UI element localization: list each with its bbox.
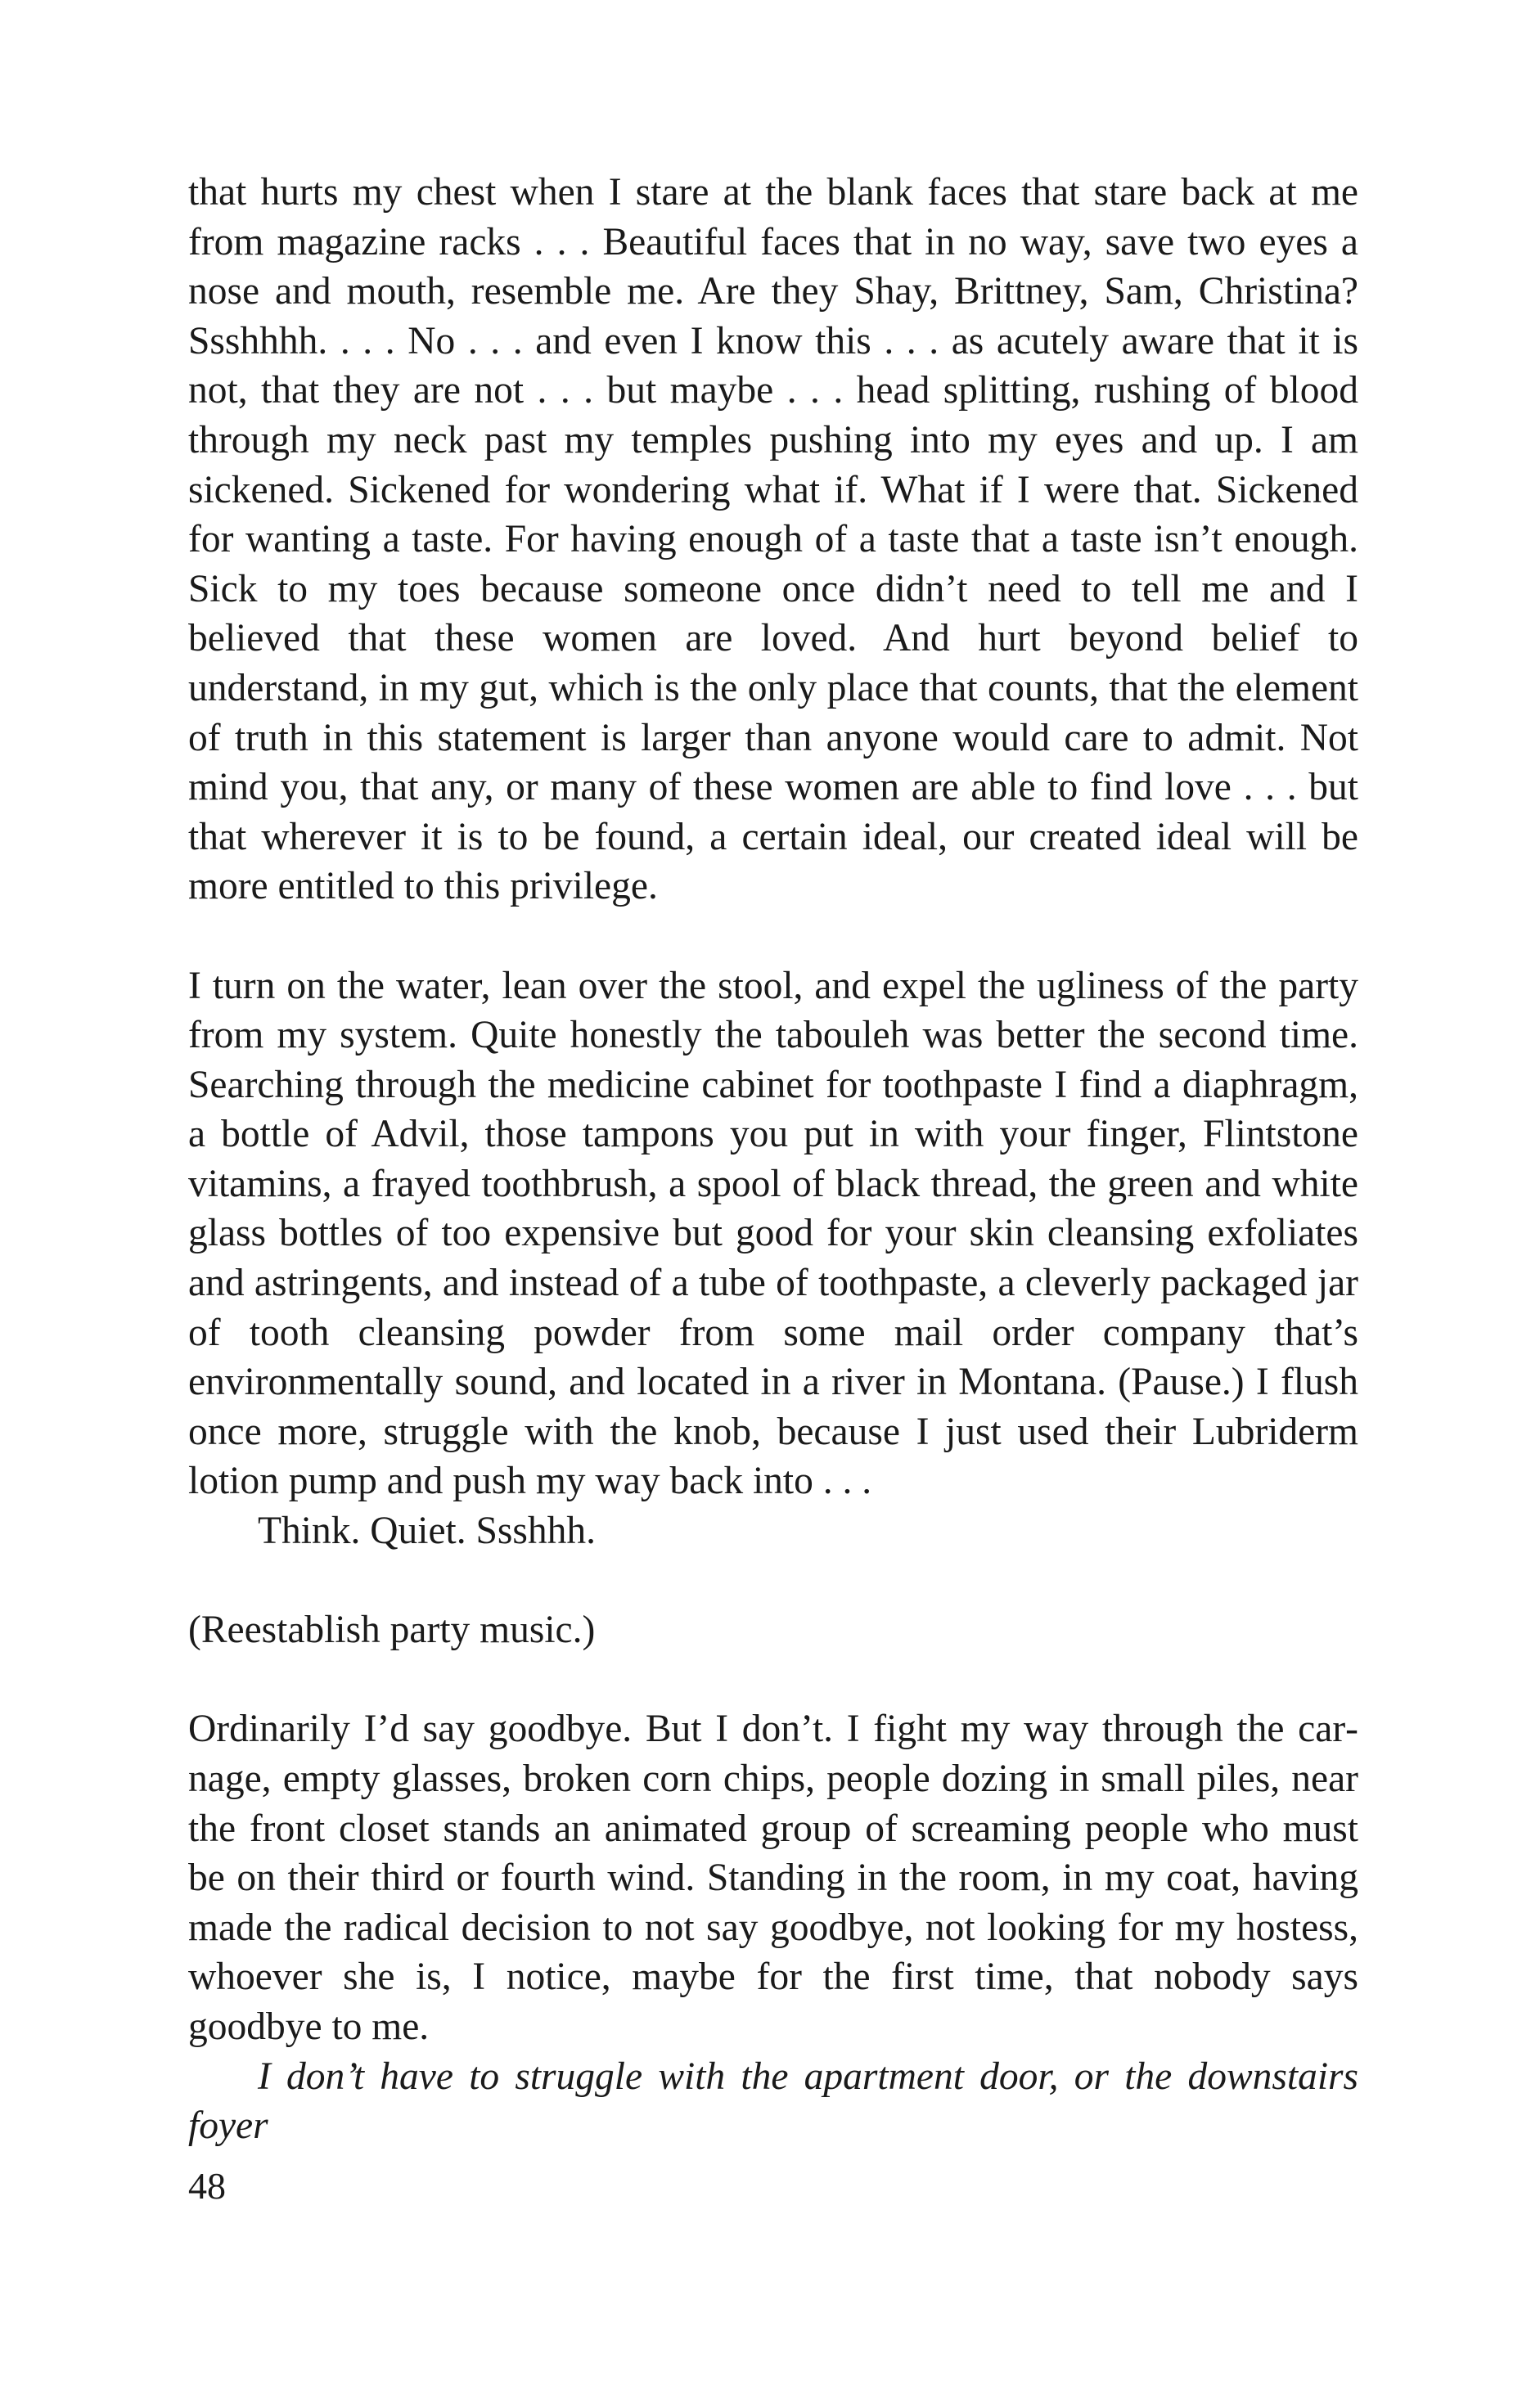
paragraph-bathroom: I turn on the water, lean over the stool, and expel the ugliness of the party from my system. Quite honestly the tabouleh was better the second time. Searching through the medicine cabinet for toothpaste I find a diaphragm, a bottle of Advil, those tampons you put in with your finger, Flintstone vitamins, a frayed toothbrush, a spool of black thread, the green and white glass bottles of too expensive but good for your skin cleansing exfoliates and astringents, and instead of a tube of toothpaste, a cleverly packaged jar of tooth cleansing powder from some mail order company that’s environmentally sound, and located in a river in Montana. (Pause.) I flush once more, struggle with the knob, because I just used their Lubriderm lotion pump and push my way back into . . . <box>188 964 1358 1503</box>
paragraph-gap <box>188 911 1358 961</box>
paragraph-gap <box>188 1556 1358 1606</box>
paragraph-think-quiet: Think. Quiet. Ssshhh. <box>258 1510 597 1553</box>
paragraph-goodbye: Ordinarily I’d say goodbye. But I don’t. I fight my way through the carnage, empty glasses, broken corn chips, people dozing in small piles, near the front closet stands an animated group of screaming people who must be on their third or fourth wind. Standing in the room, in my coat, having made the radical decision to not say goodbye, not looking for my hostess, whoever she is, I notice, maybe for the first time, that nobody says goodbye to me. <box>188 1708 1358 2048</box>
paragraph-apartment-door: I don’t have to struggle with the apartment door, or the downstairs foyer <box>188 2055 1358 2148</box>
paragraph-gap <box>188 1655 1358 1705</box>
page-body <box>188 168 1358 2151</box>
page-number: 48 <box>188 2165 226 2207</box>
paragraph-chest-pain: that hurts my chest when I stare at the blank faces that stare back at me from magazine racks . . . Beautiful faces that in no way, save two eyes a nose and mouth, resemble me. Are they Shay, Brittney, Sam, Christina? Ssshhhh. . . . No . . . and even I know this . . . as acutely aware that it is not, that they are not . . . but maybe . . . head splitting, rushing of blood through my neck past my temples pushing into my eyes and up. I am sickened. Sickened for wondering what if. What if I were that. Sickened for wanting a taste. For having enough of a taste that a taste isn’t enough. Sick to my toes because someone once didn’t need to tell me and I believed that these women are loved. And hurt beyond belief to understand, in my gut, which is the only place that counts, that the element of truth in this statement is larger than anyone would care to admit. Not mind you, that any, or many of these women are able to find love . . . but that wherever it is to be found, a certain ideal, our created ideal will be more entitled to this privilege. <box>188 171 1358 908</box>
stage-direction-music: (Reestablish party music.) <box>188 1609 596 1652</box>
